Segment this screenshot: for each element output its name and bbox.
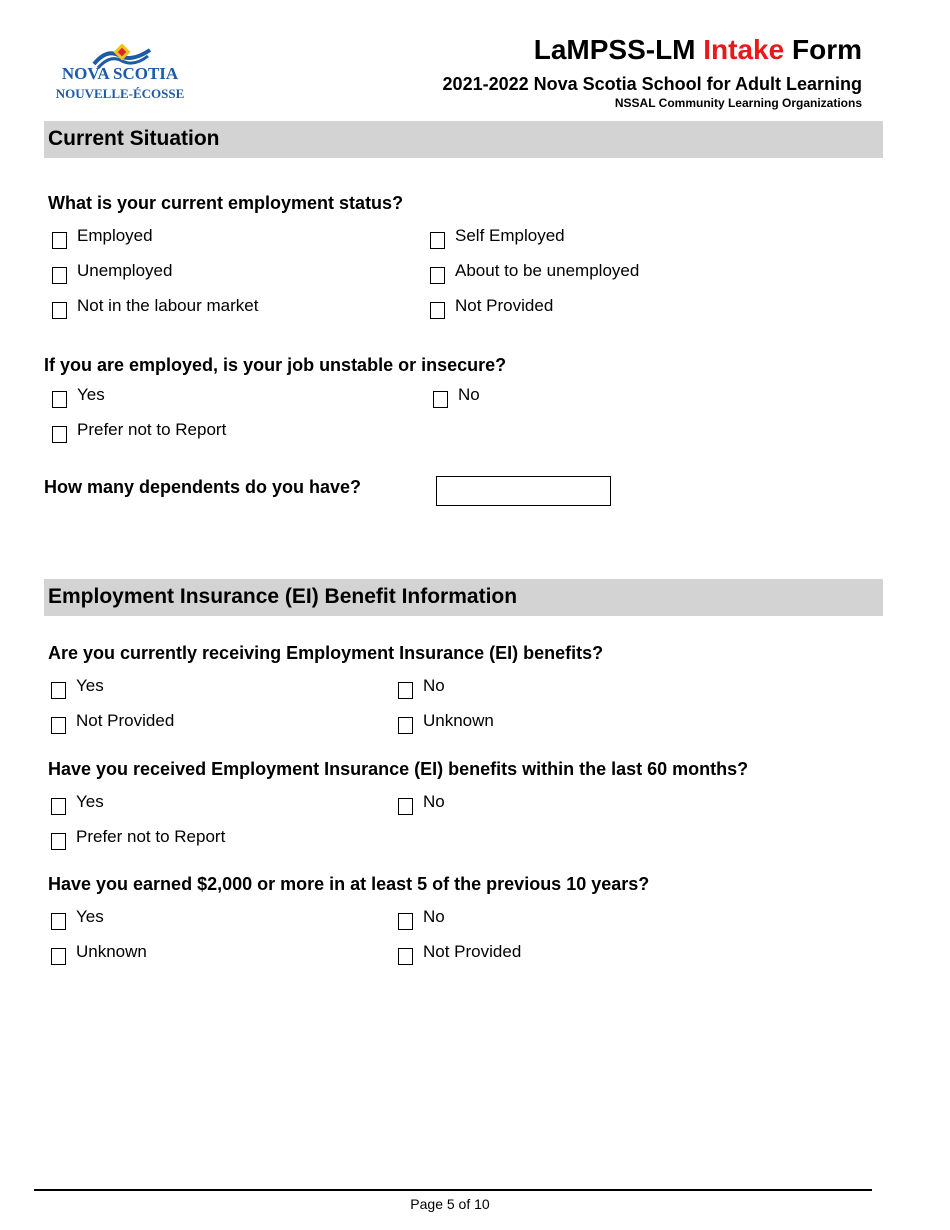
checkbox[interactable] — [51, 948, 66, 965]
checkbox[interactable] — [51, 833, 66, 850]
question-dependents: How many dependents do you have? — [44, 477, 362, 497]
title-part3: Form — [784, 34, 862, 65]
title-highlight: Intake — [703, 34, 785, 65]
checkbox[interactable] — [51, 682, 66, 699]
section-title: Employment Insurance (EI) Benefit Information — [48, 585, 518, 608]
section-current-situation — [44, 121, 883, 158]
checkbox[interactable] — [52, 232, 67, 249]
checkbox[interactable] — [51, 913, 66, 930]
section-title: Current Situation — [48, 127, 220, 150]
question-ei-60-months: Have you received Employment Insurance (EI) benefits within the last 60 months? — [48, 759, 749, 779]
checkbox[interactable] — [430, 232, 445, 249]
checkbox[interactable] — [433, 391, 448, 408]
checkbox[interactable] — [398, 798, 413, 815]
checkbox[interactable] — [398, 717, 413, 734]
logo-line1: NOVA SCOTIA — [61, 64, 179, 83]
checkbox[interactable] — [398, 682, 413, 699]
footer-divider — [34, 1189, 872, 1191]
logo-line2: NOUVELLE-ÉCOSSE — [55, 86, 185, 101]
checkbox[interactable] — [51, 798, 66, 815]
checkbox[interactable] — [398, 948, 413, 965]
form-subsubtitle: NSSAL Community Learning Organizations — [614, 96, 862, 110]
page-number: Page 5 of 10 — [410, 1196, 490, 1212]
checkbox[interactable] — [51, 717, 66, 734]
checkbox[interactable] — [430, 302, 445, 319]
title-part1: LaMPSS-LM — [533, 34, 704, 65]
nova-scotia-logo — [52, 44, 188, 104]
dependents-input[interactable] — [436, 476, 611, 506]
checkbox[interactable] — [52, 267, 67, 284]
checkbox[interactable] — [430, 267, 445, 284]
question-earned-2000: Have you earned $2,000 or more in at least 5 of the previous 10 years? — [48, 874, 650, 894]
question-job-unstable: If you are employed, is your job unstable or insecure? — [44, 355, 507, 375]
section-ei-info — [44, 579, 883, 616]
checkbox[interactable] — [52, 302, 67, 319]
form-subtitle: 2021-2022 Nova Scotia School for Adult Learning — [442, 74, 862, 94]
checkbox[interactable] — [52, 391, 67, 408]
checkbox[interactable] — [52, 426, 67, 443]
form-title — [534, 34, 862, 66]
question-employment-status: What is your current employment status? — [48, 193, 404, 213]
checkbox[interactable] — [398, 913, 413, 930]
question-ei-receiving: Are you currently receiving Employment Insurance (EI) benefits? — [48, 643, 604, 663]
